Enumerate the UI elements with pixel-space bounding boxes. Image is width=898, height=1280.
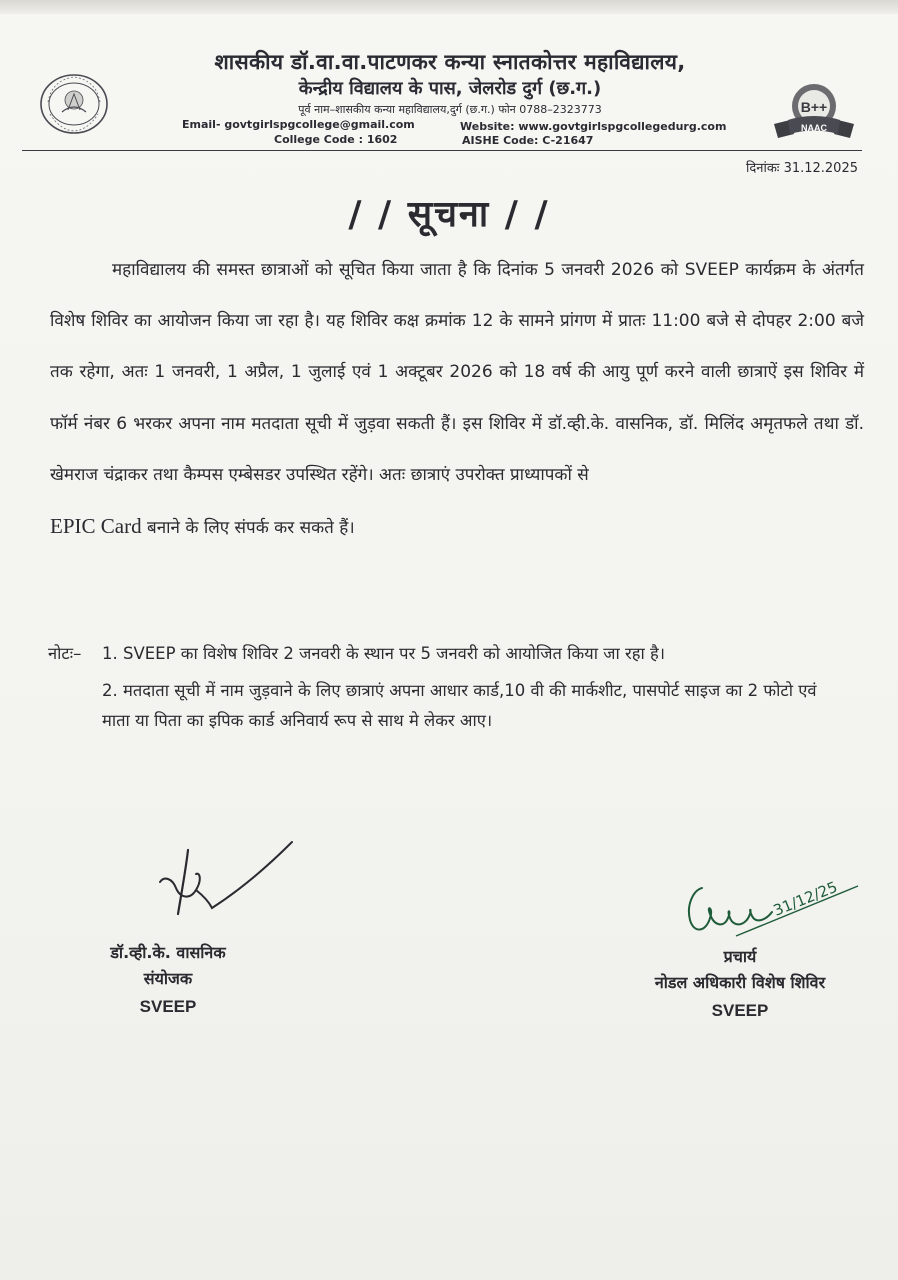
principal-signature (676, 868, 866, 948)
naac-grade: B++ (800, 99, 828, 115)
principal-block (598, 944, 882, 1026)
header-divider (22, 150, 862, 151)
epic-card-term: EPIC Card (50, 514, 142, 539)
notice-body-ending: बनाने के लिए संपर्क कर सकते हैं। (141, 518, 355, 539)
naac-badge (768, 80, 860, 142)
coordinator-org: SVEEP (139, 997, 197, 1016)
note-item-1: 1. SVEEP का विशेष शिविर 2 जनवरी के स्थान पर 5 जनवरी को आयोजित किया जा रहा है। (102, 644, 666, 663)
coordinator-name: डॉ.व्ही.के. वासनिक (110, 943, 226, 962)
coordinator-signature (150, 838, 310, 928)
coordinator-block (60, 940, 276, 1022)
aishe-code: AISHE Code: C-21647 (462, 134, 594, 147)
college-email: Email- govtgirlspgcollege@gmail.com (182, 118, 415, 131)
college-seal-icon (38, 72, 110, 136)
college-name: शासकीय डॉ.वा.वा.पाटणकर कन्या स्नातकोत्तर महाविद्यालय, (214, 50, 686, 74)
principal-role: प्रचार्य (723, 947, 757, 966)
note-item-2: 2. मतदाता सूची में नाम जुड़वाने के लिए छात्राएं अपना आधार कार्ड,10 वी की मार्कशीट, पासपोर्ट साइज का 2 फोटो एवं माता या पिता का इपिक कार्ड अनिवार्य रूप से साथ मे लेकर आए। (102, 681, 817, 730)
notice-date: दिनांकः 31.12.2025 (745, 161, 858, 176)
college-address: केन्द्रीय विद्यालय के पास, जेलरोड दुर्ग (छ.ग.) (298, 78, 602, 99)
college-website: Website: www.govtgirlspgcollegedurg.com (460, 120, 727, 133)
paper-edge (0, 0, 898, 14)
note-label: नोटः– (48, 644, 82, 663)
coordinator-role: संयोजक (143, 969, 193, 988)
signature-handwritten-date: 31/12/25 (770, 877, 840, 920)
naac-label: NAAC (801, 123, 827, 133)
notice-body-text: महाविद्यालय की समस्त छात्राओं को सूचित किया जाता है कि दिनांक 5 जनवरी 2026 को SVEEP कार्यक्रम के अंतर्गत विशेष शिविर का आयोजन किया जा रहा है। यह शिविर कक्ष क्रमांक 12 के सामने प्रांगण में प्रातः 11:00 बजे से दोपहर 2:00 बजे तक रहेगा, अतः 1 जनवरी, 1 अप्रैल, 1 जुलाई एवं 1 अक्टूबर 2026 को 18 वर्ष की आयु पूर्ण करने वाली छात्राऐं इस शिविर में फॉर्म नंबर 6 भरकर अपना नाम मतदाता सूची में जुड़वा सकती हैं। इस शिविर में डॉ.व्ही.के. वासनिक, डॉ. मिलिंद अमृतफले तथा डॉ. खेमराज चंद्राकर तथा कैम्पस एम्बेसडर उपस्थित रहेंगे। अतः छात्राएं उपरोक्त प्राध्यापकों से (50, 260, 864, 485)
nodal-officer-title: नोडल अधिकारी विशेष शिविर (654, 973, 826, 992)
college-former-name-phone: पूर्व नाम–शासकीय कन्या महाविद्यालय,दुर्ग (छ.ग.) फोन 0788–2323773 (298, 103, 602, 116)
notice-body (50, 245, 864, 554)
notice-title: / / सूचना / / (348, 194, 550, 235)
principal-org: SVEEP (711, 1001, 769, 1020)
college-code: College Code : 1602 (274, 133, 398, 146)
naac-seal-icon (768, 80, 860, 142)
